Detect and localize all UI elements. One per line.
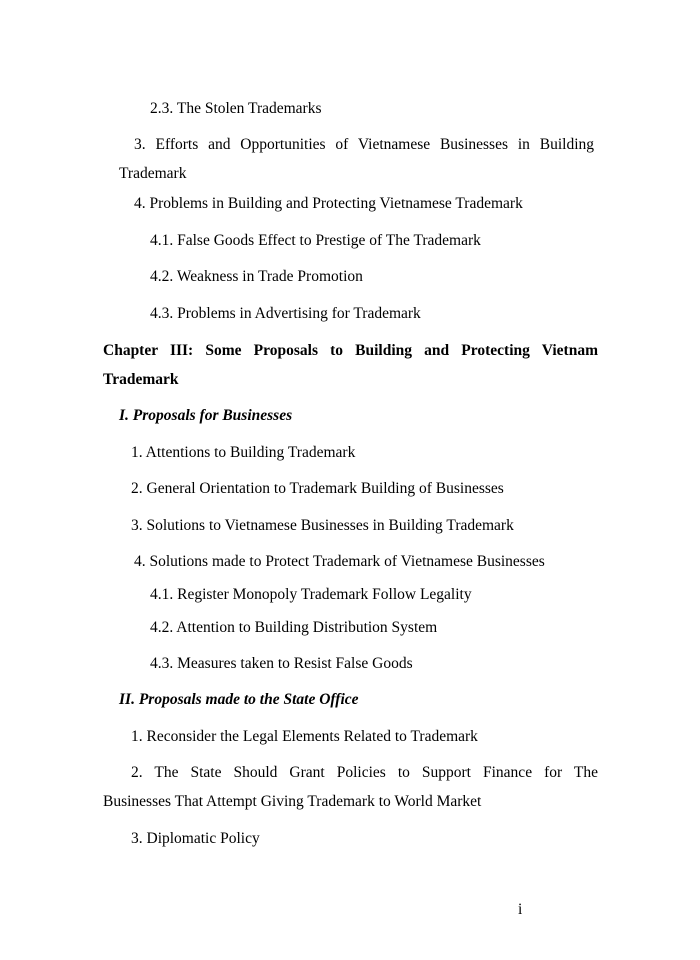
page-number: i — [518, 901, 523, 918]
section-2-entry-3: 3. Diplomatic Policy — [131, 830, 260, 847]
toc-entry-4-2: 4.2. Weakness in Trade Promotion — [150, 268, 363, 285]
section-1-entry-4-3: 4.3. Measures taken to Resist False Goods — [150, 655, 413, 672]
section-1-entry-3: 3. Solutions to Vietnamese Businesses in Building Trademark — [131, 517, 514, 534]
section-1-entry-4-2: 4.2. Attention to Building Distribution System — [150, 619, 438, 636]
section-1-entry-2: 2. General Orientation to Trademark Building of Businesses — [131, 480, 504, 497]
section-2-entry-2-line1: 2. The State Should Grant Policies to Support Finance for The — [131, 764, 598, 781]
section-1-entry-1: 1. Attentions to Building Trademark — [131, 444, 356, 461]
section-2-heading: II. Proposals made to the State Office — [119, 691, 359, 708]
section-1-heading: I. Proposals for Businesses — [119, 407, 293, 424]
section-2-entry-1: 1. Reconsider the Legal Elements Related to Trademark — [131, 728, 478, 745]
toc-entry-4: 4. Problems in Building and Protecting Vietnamese Trademark — [134, 195, 523, 212]
section-2-entry-2-line2: Businesses That Attempt Giving Trademark to World Market — [103, 793, 482, 810]
chapter-3-title-line1: Chapter III: Some Proposals to Building and Protecting Vietnam — [103, 342, 598, 359]
section-1-entry-4-1: 4.1. Register Monopoly Trademark Follow Legality — [150, 586, 472, 603]
toc-entry-4-1: 4.1. False Goods Effect to Prestige of The Trademark — [150, 232, 481, 249]
toc-entry-2-3: 2.3. The Stolen Trademarks — [150, 100, 322, 117]
toc-entry-3-line1: 3. Efforts and Opportunities of Vietnamese Businesses in Building — [134, 136, 594, 153]
chapter-3-title-line2: Trademark — [103, 371, 179, 388]
toc-entry-3-line2: Trademark — [119, 165, 187, 182]
toc-entry-4-3: 4.3. Problems in Advertising for Trademark — [150, 305, 421, 322]
section-1-entry-4: 4. Solutions made to Protect Trademark of Vietnamese Businesses — [134, 553, 545, 570]
